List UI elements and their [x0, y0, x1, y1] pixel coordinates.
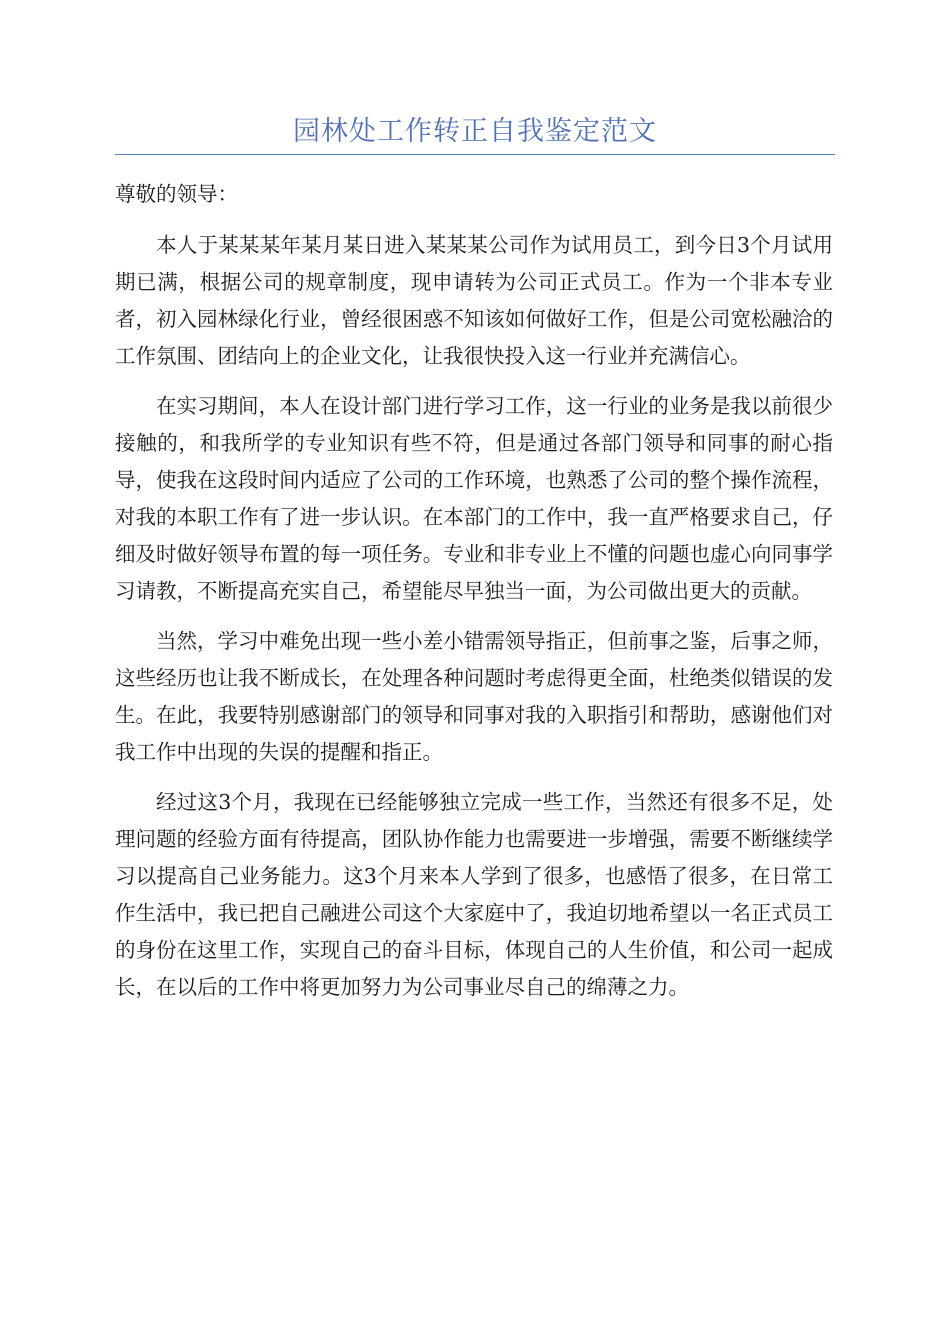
- paragraph-4: 经过这3个月，我现在已经能够独立完成一些工作，当然还有很多不足，处理问题的经验方面有待提高，团队协作能力也需要进一步增强，需要不断继续学习以提高自己业务能力。这3个月来本人学到了很多，也感悟了很多，在日常工作生活中，我已把自己融进公司这个大家庭中了，我迫切地希望以一名正式员工的身份在这里工作，实现自己的奋斗目标，体现自己的人生价值，和公司一起成长，在以后的工作中将更加努力为公司事业尽自己的绵薄之力。: [115, 790, 833, 999]
- salutation: 尊敬的领导：: [115, 182, 238, 206]
- document-body: [115, 176, 833, 1019]
- document-title: 园林处工作转正自我鉴定范文: [293, 116, 657, 147]
- title-underline: [115, 154, 835, 155]
- paragraph-3: 当然，学习中难免出现一些小差小错需领导指正，但前事之鉴，后事之师，这些经历也让我不断成长，在处理各种问题时考虑得更全面，杜绝类似错误的发生。在此，我要特别感谢部门的领导和同事对我的入职指引和帮助，感谢他们对我工作中出现的失误的提醒和指正。: [115, 629, 833, 764]
- paragraph-1: 本人于某某某年某月某日进入某某某公司作为试用员工，到今日3个月试用期已满，根据公司的规章制度，现申请转为公司正式员工。作为一个非本专业者，初入园林绿化行业，曾经很困惑不知该如何做好工作，但是公司宽松融洽的工作氛围、团结向上的企业文化，让我很快投入这一行业并充满信心。: [115, 233, 833, 368]
- paragraph-2: 在实习期间，本人在设计部门进行学习工作，这一行业的业务是我以前很少接触的，和我所学的专业知识有些不符，但是通过各部门领导和同事的耐心指导，使我在这段时间内适应了公司的工作环境，也熟悉了公司的整个操作流程，对我的本职工作有了进一步认识。在本部门的工作中，我一直严格要求自己，仔细及时做好领导布置的每一项任务。专业和非专业上不懂的问题也虚心向同事学习请教，不断提高充实自己，希望能尽早独当一面，为公司做出更大的贡献。: [115, 394, 833, 603]
